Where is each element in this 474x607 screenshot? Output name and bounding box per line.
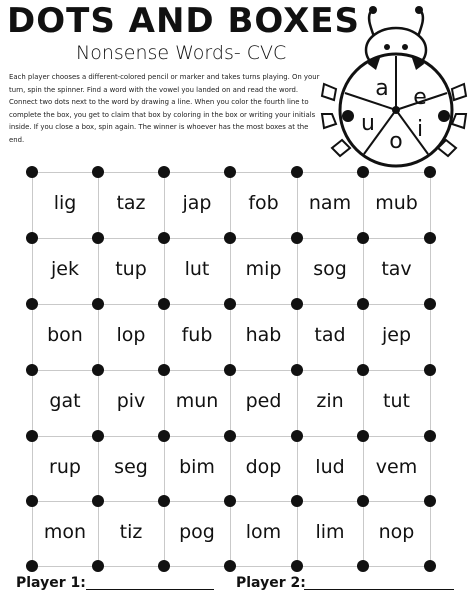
grid-dot[interactable]: [26, 560, 38, 572]
grid-dot[interactable]: [92, 430, 104, 442]
grid-dot[interactable]: [92, 232, 104, 244]
grid-dot[interactable]: [291, 298, 303, 310]
grid-dot[interactable]: [224, 560, 236, 572]
grid-dot[interactable]: [26, 298, 38, 310]
grid-dot[interactable]: [357, 166, 369, 178]
box-word[interactable]: jep: [381, 324, 412, 346]
box-word[interactable]: tiz: [119, 520, 143, 543]
grid-dot[interactable]: [291, 560, 303, 572]
spinner-vowel-a: a: [375, 76, 389, 101]
player-1-name-line[interactable]: [86, 589, 214, 590]
box-word[interactable]: lim: [315, 520, 345, 543]
box-word[interactable]: mub: [375, 192, 418, 214]
grid-dot[interactable]: [424, 232, 436, 244]
grid-dot[interactable]: [424, 430, 436, 442]
grid-dot[interactable]: [158, 364, 170, 376]
grid-dot[interactable]: [92, 166, 104, 178]
box-word[interactable]: seg: [114, 455, 148, 478]
box-word[interactable]: fob: [248, 192, 279, 214]
spinner-vowel-i: i: [416, 117, 424, 142]
box-word[interactable]: tut: [383, 390, 410, 412]
box-word[interactable]: zin: [316, 390, 344, 412]
instructions-text: Each player chooses a different-colored pencil or marker and takes turns playing. On your turn, spin the spinner. Find a word with the vowel you landed on and read the word. Connect two dots next to the word by drawing a line. When you color the fourth line to complete the box, you get to claim that box by coloring in the box or writing your initials inside. If you close a box, spin again. The winner is whoever has the most boxes at the end.: [9, 73, 320, 144]
box-word[interactable]: nop: [378, 520, 415, 543]
box-word[interactable]: tav: [381, 258, 412, 280]
box-word[interactable]: taz: [116, 192, 146, 214]
box-word[interactable]: dop: [245, 455, 282, 478]
page-title: DOTS AND BOXES: [7, 1, 361, 41]
box-word[interactable]: gat: [49, 390, 81, 412]
grid-dot[interactable]: [291, 166, 303, 178]
box-word[interactable]: ped: [245, 390, 282, 412]
spinner-vowel-o: o: [389, 129, 403, 154]
box-word[interactable]: piv: [116, 390, 146, 412]
grid-dot[interactable]: [291, 232, 303, 244]
grid-dot[interactable]: [224, 495, 236, 507]
grid-dot[interactable]: [92, 560, 104, 572]
box-word[interactable]: lud: [315, 455, 345, 478]
grid-dot[interactable]: [424, 298, 436, 310]
grid-dot[interactable]: [92, 364, 104, 376]
spinner-vowel-e: e: [413, 85, 427, 110]
box-word[interactable]: bim: [179, 455, 215, 478]
box-word[interactable]: bon: [47, 324, 83, 346]
grid-dot[interactable]: [357, 430, 369, 442]
grid-dot[interactable]: [291, 495, 303, 507]
grid-dot[interactable]: [424, 364, 436, 376]
box-word[interactable]: lut: [184, 258, 210, 280]
box-word[interactable]: tad: [314, 324, 346, 346]
box-word[interactable]: vem: [375, 455, 418, 478]
box-word[interactable]: jek: [51, 258, 79, 280]
box-word[interactable]: mip: [245, 258, 282, 280]
grid-dot[interactable]: [357, 364, 369, 376]
grid-dot[interactable]: [291, 364, 303, 376]
grid-dot[interactable]: [92, 298, 104, 310]
box-word[interactable]: pog: [179, 520, 215, 543]
player-2-name-line[interactable]: [304, 589, 454, 590]
grid-dot[interactable]: [291, 430, 303, 442]
grid-dot[interactable]: [158, 560, 170, 572]
box-word[interactable]: nam: [308, 192, 352, 214]
page-subtitle: Nonsense Words- CVC: [76, 42, 287, 64]
spinner-vowel-u: u: [361, 111, 375, 136]
grid-dot[interactable]: [26, 430, 38, 442]
grid-dot[interactable]: [224, 364, 236, 376]
grid-dot[interactable]: [158, 298, 170, 310]
grid-dot[interactable]: [224, 166, 236, 178]
grid-dot[interactable]: [158, 495, 170, 507]
box-word[interactable]: mon: [43, 520, 87, 543]
grid-dot[interactable]: [26, 232, 38, 244]
grid-dot[interactable]: [224, 232, 236, 244]
grid-dot[interactable]: [424, 560, 436, 572]
grid-dot[interactable]: [92, 495, 104, 507]
box-word[interactable]: lop: [116, 324, 146, 346]
grid-dot[interactable]: [424, 166, 436, 178]
box-word[interactable]: sog: [313, 258, 347, 280]
player-2-label: Player 2:: [236, 575, 306, 591]
box-word[interactable]: lom: [245, 520, 282, 543]
player-1-label: Player 1:: [16, 575, 86, 591]
box-word[interactable]: hab: [245, 324, 282, 346]
grid-dot[interactable]: [357, 560, 369, 572]
box-word[interactable]: fub: [181, 324, 213, 346]
grid-dot[interactable]: [26, 364, 38, 376]
grid-dot[interactable]: [158, 430, 170, 442]
ladybug-spinner-illustration: [318, 4, 470, 168]
box-word[interactable]: jap: [182, 192, 212, 214]
grid-dot[interactable]: [357, 298, 369, 310]
box-word[interactable]: rup: [49, 455, 81, 478]
grid-dot[interactable]: [224, 298, 236, 310]
grid-dot[interactable]: [357, 232, 369, 244]
grid-dot[interactable]: [357, 495, 369, 507]
grid-dot[interactable]: [424, 495, 436, 507]
grid-dot[interactable]: [158, 232, 170, 244]
grid-dot[interactable]: [26, 166, 38, 178]
grid-dot[interactable]: [158, 166, 170, 178]
grid-dot[interactable]: [26, 495, 38, 507]
box-word[interactable]: mun: [175, 390, 219, 412]
grid-dot[interactable]: [224, 430, 236, 442]
box-word[interactable]: lig: [53, 192, 77, 214]
box-word[interactable]: tup: [115, 258, 147, 280]
